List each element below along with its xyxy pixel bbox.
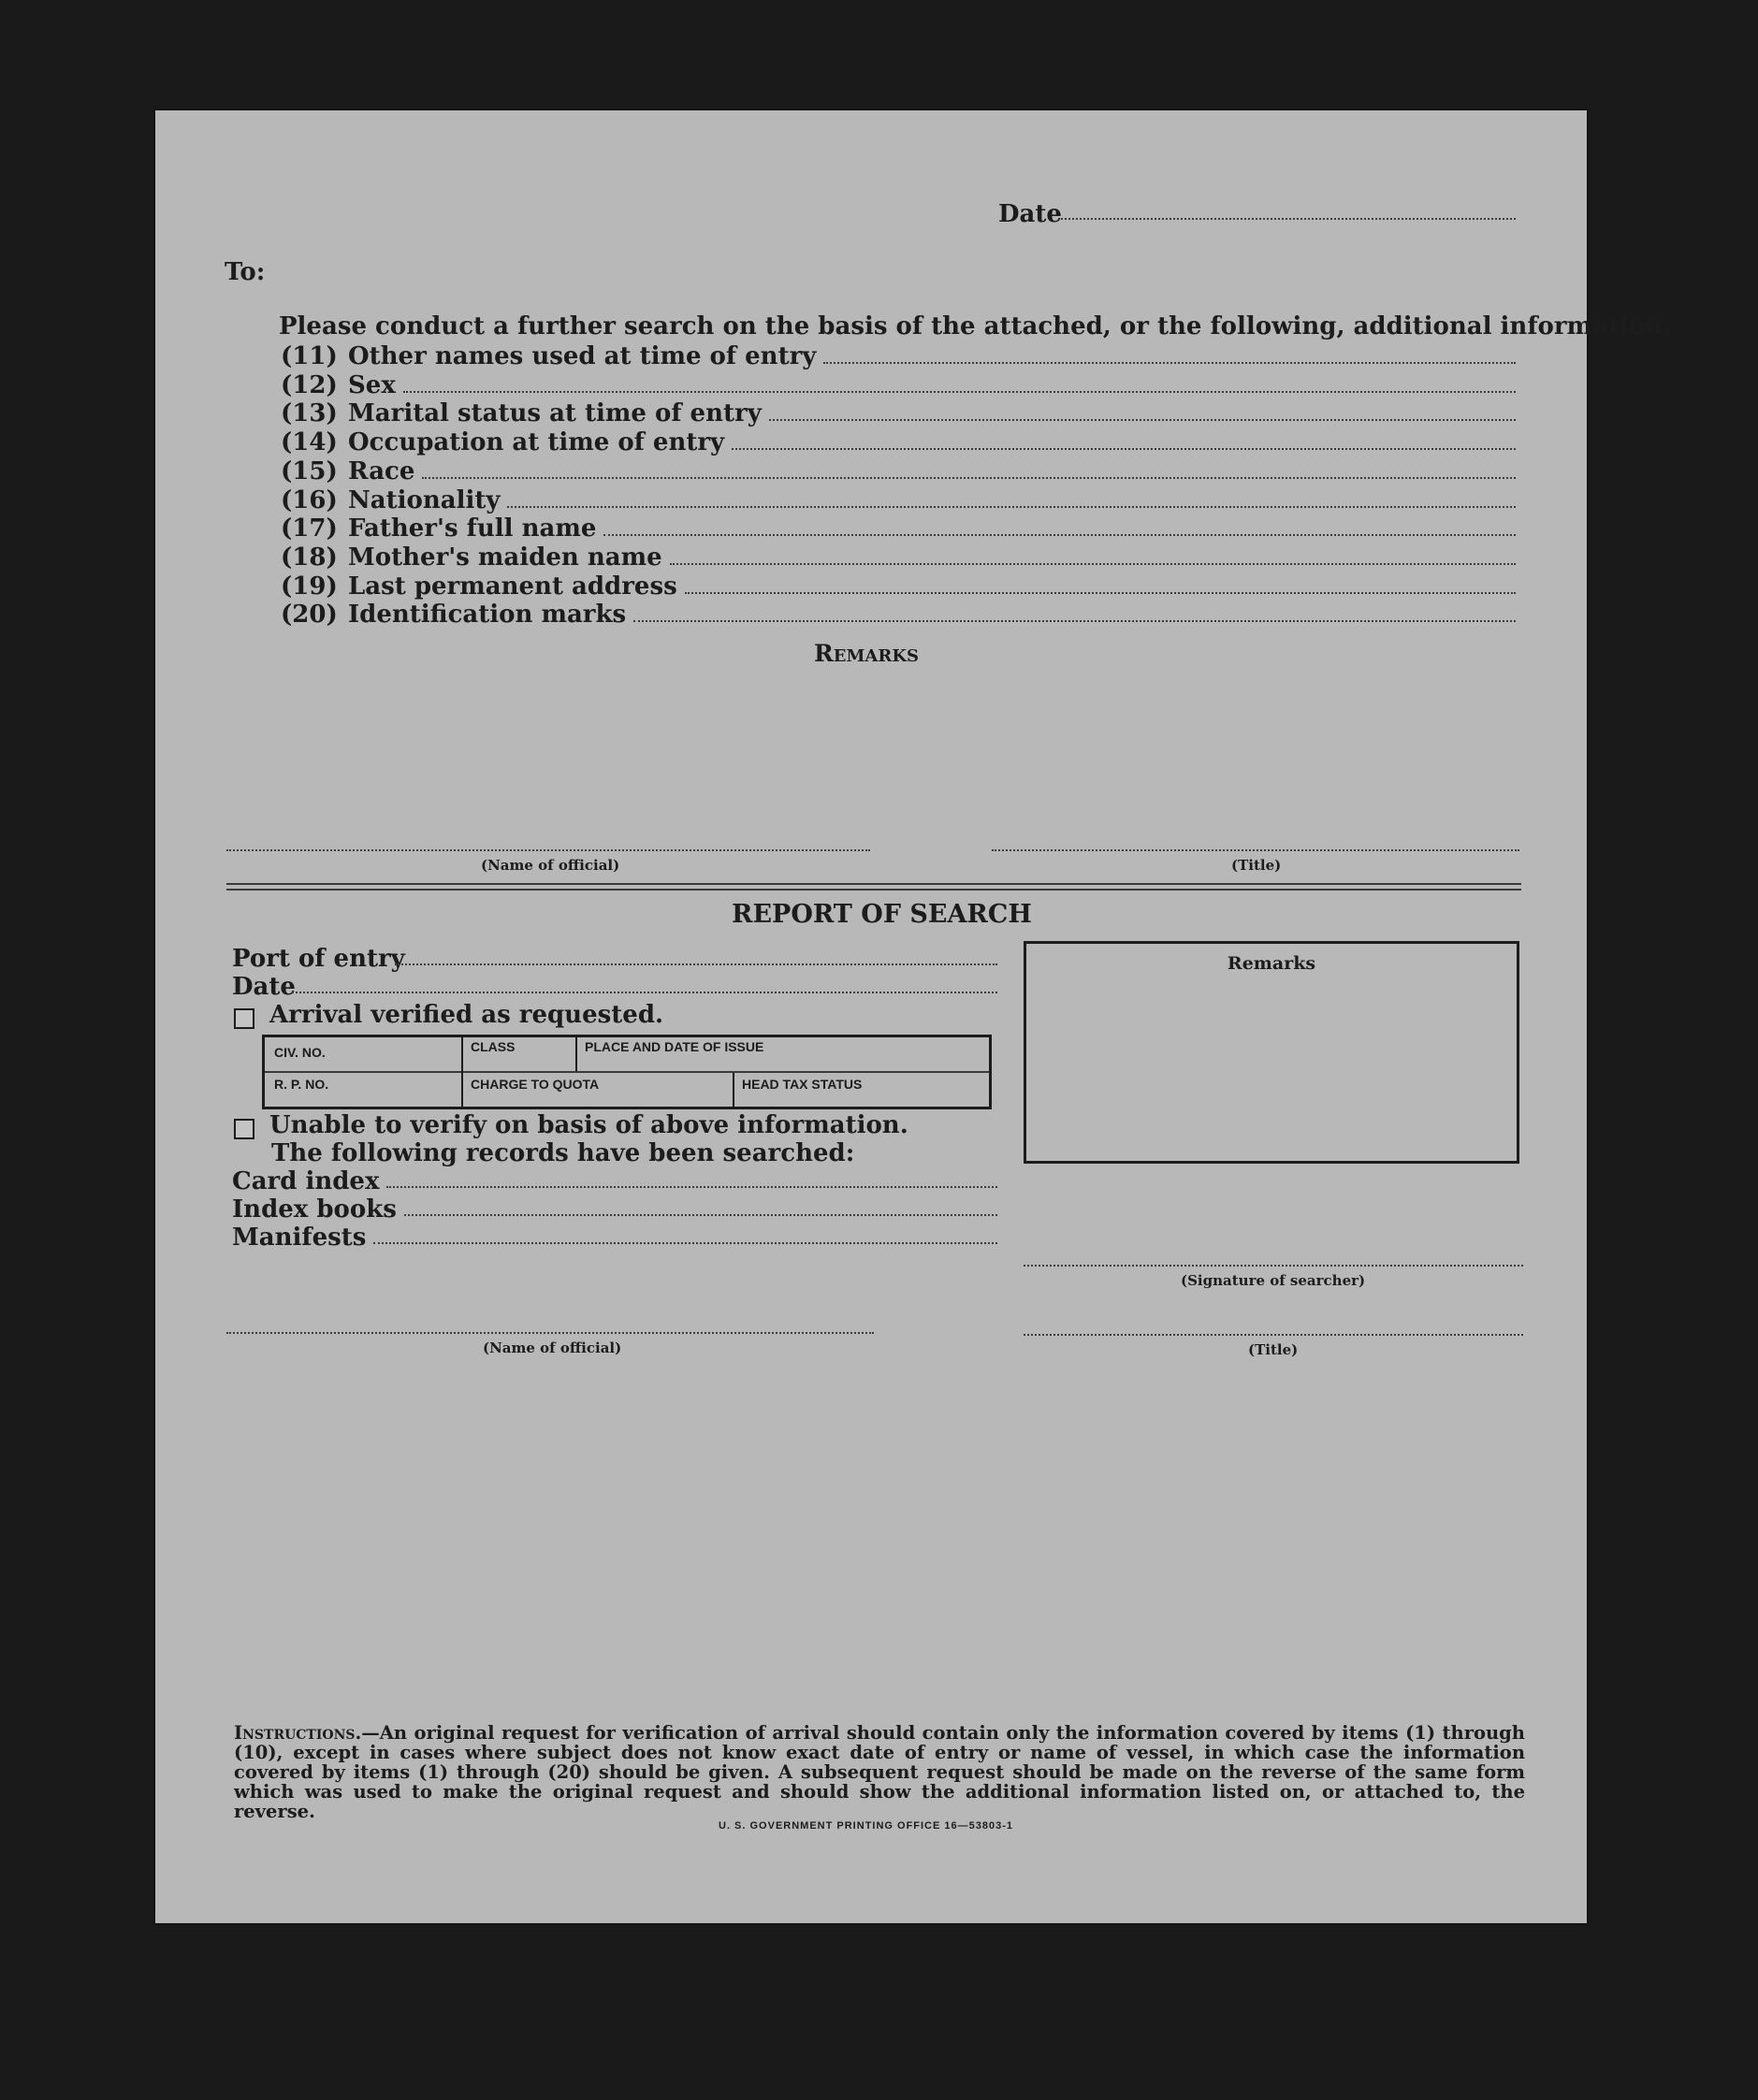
remarks-heading: Remarks <box>814 640 919 667</box>
item-field[interactable] <box>769 419 1516 421</box>
port-of-entry-field[interactable] <box>395 963 997 965</box>
item-number: (14) <box>281 428 338 457</box>
civ-no-cell[interactable]: CIV. NO. <box>274 1045 326 1060</box>
instructions-label: Instructions. <box>234 1722 362 1744</box>
signature-of-searcher-caption: (Signature of searcher) <box>1181 1272 1366 1289</box>
title-field[interactable] <box>992 849 1519 851</box>
item-field[interactable] <box>670 563 1516 565</box>
item-label: Sex <box>348 370 396 399</box>
record-field[interactable] <box>386 1186 997 1188</box>
divider-bottom <box>226 889 1521 891</box>
item-field[interactable] <box>403 391 1516 393</box>
entry-details-table <box>262 1035 992 1109</box>
item-field[interactable] <box>633 620 1516 622</box>
item-field[interactable] <box>507 506 1516 508</box>
item-number: (18) <box>281 543 338 572</box>
report-date-field[interactable] <box>292 992 997 993</box>
class-cell[interactable]: CLASS <box>471 1039 516 1054</box>
unable-to-verify-label: Unable to verify on basis of above information. <box>269 1111 908 1139</box>
to-label: To: <box>225 258 266 286</box>
item-field[interactable] <box>422 477 1516 479</box>
charge-to-quota-cell[interactable]: CHARGE TO QUOTA <box>471 1077 600 1092</box>
title-caption: (Title) <box>1231 857 1282 874</box>
item-label: Marital status at time of entry <box>348 399 762 428</box>
official-name-field[interactable] <box>226 849 870 851</box>
item-label: Last permanent address <box>348 572 677 601</box>
searcher-signature-field[interactable] <box>1024 1265 1523 1267</box>
item-number: (20) <box>281 601 338 630</box>
item-field[interactable] <box>732 448 1516 450</box>
item-field[interactable] <box>823 362 1516 364</box>
head-tax-status-cell[interactable]: HEAD TAX STATUS <box>742 1077 863 1092</box>
item-label: Nationality <box>348 485 501 514</box>
remarks-box-title: Remarks <box>1227 953 1316 974</box>
request-intro: Please conduct a further search on the basis of the attached, or the following, additional information: <box>279 312 1672 340</box>
item-number: (12) <box>281 370 338 399</box>
item-label: Occupation at time of entry <box>348 428 725 457</box>
record-field[interactable] <box>373 1242 997 1244</box>
instructions <box>234 1723 1525 1821</box>
record-label: Manifests <box>232 1224 367 1252</box>
form-page <box>155 110 1672 1923</box>
item-number: (17) <box>281 514 338 543</box>
item-number: (11) <box>281 342 338 370</box>
item-number: (19) <box>281 572 338 601</box>
item-label: Other names used at time of entry <box>348 342 817 370</box>
record-label: Index books <box>232 1195 397 1224</box>
report-date-label: Date <box>232 973 296 1001</box>
instructions-text: —An original request for verification of arrival should contain only the information covered by items (1) through (10), except in cases where subject does not know exact date of entry or name of vessel, in which case the information covered by items (1) through (20) should be given. A subsequent request should be made on the reverse of the same form which was used to make the original request and should show the additional information listed on, or attached to, the reverse. <box>234 1722 1525 1822</box>
rp-no-cell[interactable]: R. P. NO. <box>274 1077 329 1092</box>
report-official-name-field[interactable] <box>226 1332 874 1334</box>
printing-office-footer: U. S. GOVERNMENT PRINTING OFFICE 16—53803-1 <box>719 1820 1014 1832</box>
arrival-verified-checkbox[interactable] <box>234 1008 254 1029</box>
item-field[interactable] <box>685 592 1516 594</box>
item-number: (16) <box>281 485 338 514</box>
record-field[interactable] <box>404 1214 997 1216</box>
records-searched-label: The following records have been searched: <box>271 1139 855 1167</box>
item-number: (13) <box>281 399 338 428</box>
arrival-verified-label: Arrival verified as requested. <box>269 1001 664 1029</box>
date-field[interactable] <box>1061 218 1516 220</box>
divider-top <box>226 883 1521 885</box>
item-label: Mother's maiden name <box>348 543 662 572</box>
port-of-entry-label: Port of entry <box>232 945 405 973</box>
item-label: Race <box>348 456 415 485</box>
record-label: Card index <box>232 1167 380 1195</box>
item-number: (15) <box>281 456 338 485</box>
name-of-official-caption: (Name of official) <box>481 857 620 874</box>
item-label: Identification marks <box>348 601 627 630</box>
report-title-field[interactable] <box>1024 1334 1523 1336</box>
item-label: Father's full name <box>348 514 597 543</box>
report-name-of-official-caption: (Name of official) <box>483 1340 622 1356</box>
report-heading: REPORT OF SEARCH <box>732 900 1032 929</box>
item-field[interactable] <box>603 534 1516 536</box>
date-label: Date <box>998 200 1062 228</box>
remarks-box[interactable] <box>1024 941 1519 1164</box>
unable-to-verify-checkbox[interactable] <box>234 1119 254 1139</box>
place-and-date-cell[interactable]: PLACE AND DATE OF ISSUE <box>585 1039 764 1054</box>
report-title-caption: (Title) <box>1248 1341 1299 1358</box>
